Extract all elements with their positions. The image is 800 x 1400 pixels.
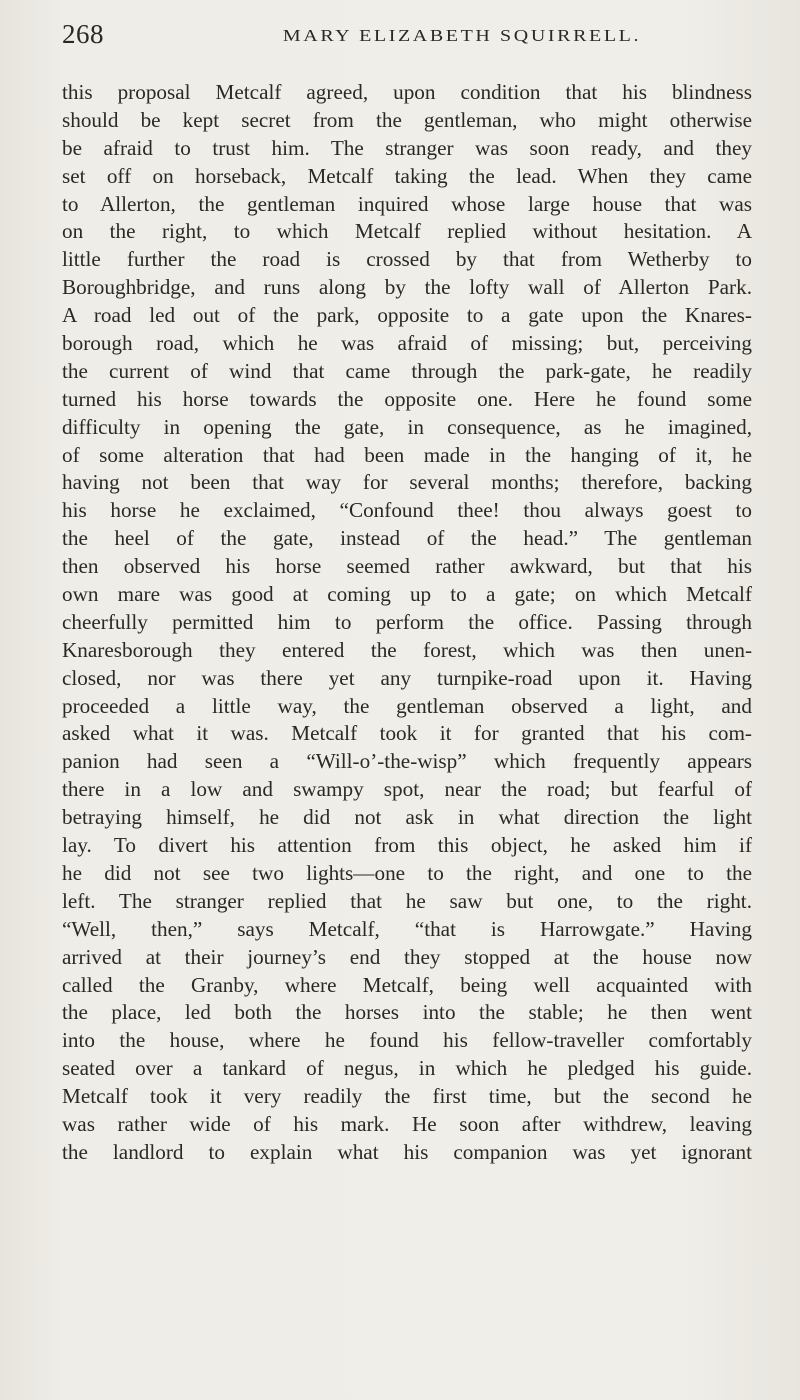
text-line: of some alteration that had been made in the hanging of it, he: [62, 442, 752, 467]
text-line: proceeded a little way, the gentleman observed a light, and: [62, 693, 752, 718]
text-line: was rather wide of his mark. He soon after withdrew, leaving: [62, 1111, 752, 1136]
text-line: be afraid to trust him. The stranger was soon ready, and they: [62, 135, 752, 160]
body-text: [62, 79, 752, 1167]
text-line: lay. To divert his attention from this object, he asked him if: [62, 833, 752, 858]
text-line: then observed his horse seemed rather awkward, but that his: [62, 554, 752, 579]
text-line: left. The stranger replied that he saw but one, to the right.: [62, 888, 752, 913]
text-line: this proposal Metcalf agreed, upon condition that his blindness: [62, 80, 752, 104]
text-line: his horse he exclaimed, “Confound thee! thou always goest to: [62, 498, 752, 523]
text-line: to Allerton, the gentleman inquired whose large house that was: [62, 191, 752, 216]
page-number: 268: [62, 19, 104, 49]
text-line: the landlord to explain what his companion was yet ignorant: [62, 1139, 752, 1164]
text-line: borough road, which he was afraid of missing; but, perceiving: [62, 331, 752, 356]
text-line: set off on horseback, Metcalf taking the lead. When they came: [62, 163, 752, 188]
text-line: called the Granby, where Metcalf, being well acquainted with: [62, 972, 752, 997]
text-line: Knaresborough they entered the forest, which was then unen-: [62, 637, 752, 662]
text-line: difficulty in opening the gate, in consequence, as he imagined,: [62, 414, 752, 439]
text-line: turned his horse towards the opposite one. Here he found some: [62, 386, 752, 411]
text-line: Metcalf took it very readily the first time, but the second he: [62, 1084, 752, 1109]
text-line: betraying himself, he did not ask in what direction the light: [62, 805, 752, 830]
text-line: panion had seen a “Will-o’-the-wisp” which frequently appears: [62, 749, 752, 774]
running-head: MARY ELIZABETH SQUIRRELL.: [282, 26, 642, 46]
text-line: asked what it was. Metcalf took it for granted that his com-: [62, 721, 752, 746]
text-line: “Well, then,” says Metcalf, “that is Harrowgate.” Having: [62, 916, 752, 941]
text-line: having not been that way for several months; therefore, backing: [62, 470, 752, 495]
text-line: there in a low and swampy spot, near the road; but fearful of: [62, 777, 752, 802]
text-line: cheerfully permitted him to perform the office. Passing through: [62, 609, 752, 634]
text-line: little further the road is crossed by that from Wetherby to: [62, 247, 752, 272]
text-line: on the right, to which Metcalf replied without hesitation. A: [62, 219, 752, 244]
text-line: closed, nor was there yet any turnpike-road upon it. Having: [62, 665, 752, 690]
text-line: should be kept secret from the gentleman, who might otherwise: [62, 107, 752, 132]
text-line: the current of wind that came through the park-gate, he readily: [62, 358, 752, 383]
text-line: A road led out of the park, opposite to a gate upon the Knares-: [62, 303, 752, 328]
text-line: the heel of the gate, instead of the head.” The gentleman: [62, 526, 752, 551]
text-line: arrived at their journey’s end they stopped at the house now: [62, 944, 752, 969]
text-line: seated over a tankard of negus, in which he pledged his guide.: [62, 1056, 752, 1081]
text-line: into the house, where he found his fellow-traveller comfortably: [62, 1028, 752, 1053]
text-line: he did not see two lights—one to the right, and one to the: [62, 860, 752, 885]
page-header: [62, 14, 752, 54]
text-line: own mare was good at coming up to a gate; on which Metcalf: [62, 582, 752, 607]
text-line: the place, led both the horses into the stable; he then went: [62, 1000, 752, 1025]
text-line: Boroughbridge, and runs along by the lofty wall of Allerton Park.: [62, 275, 752, 300]
